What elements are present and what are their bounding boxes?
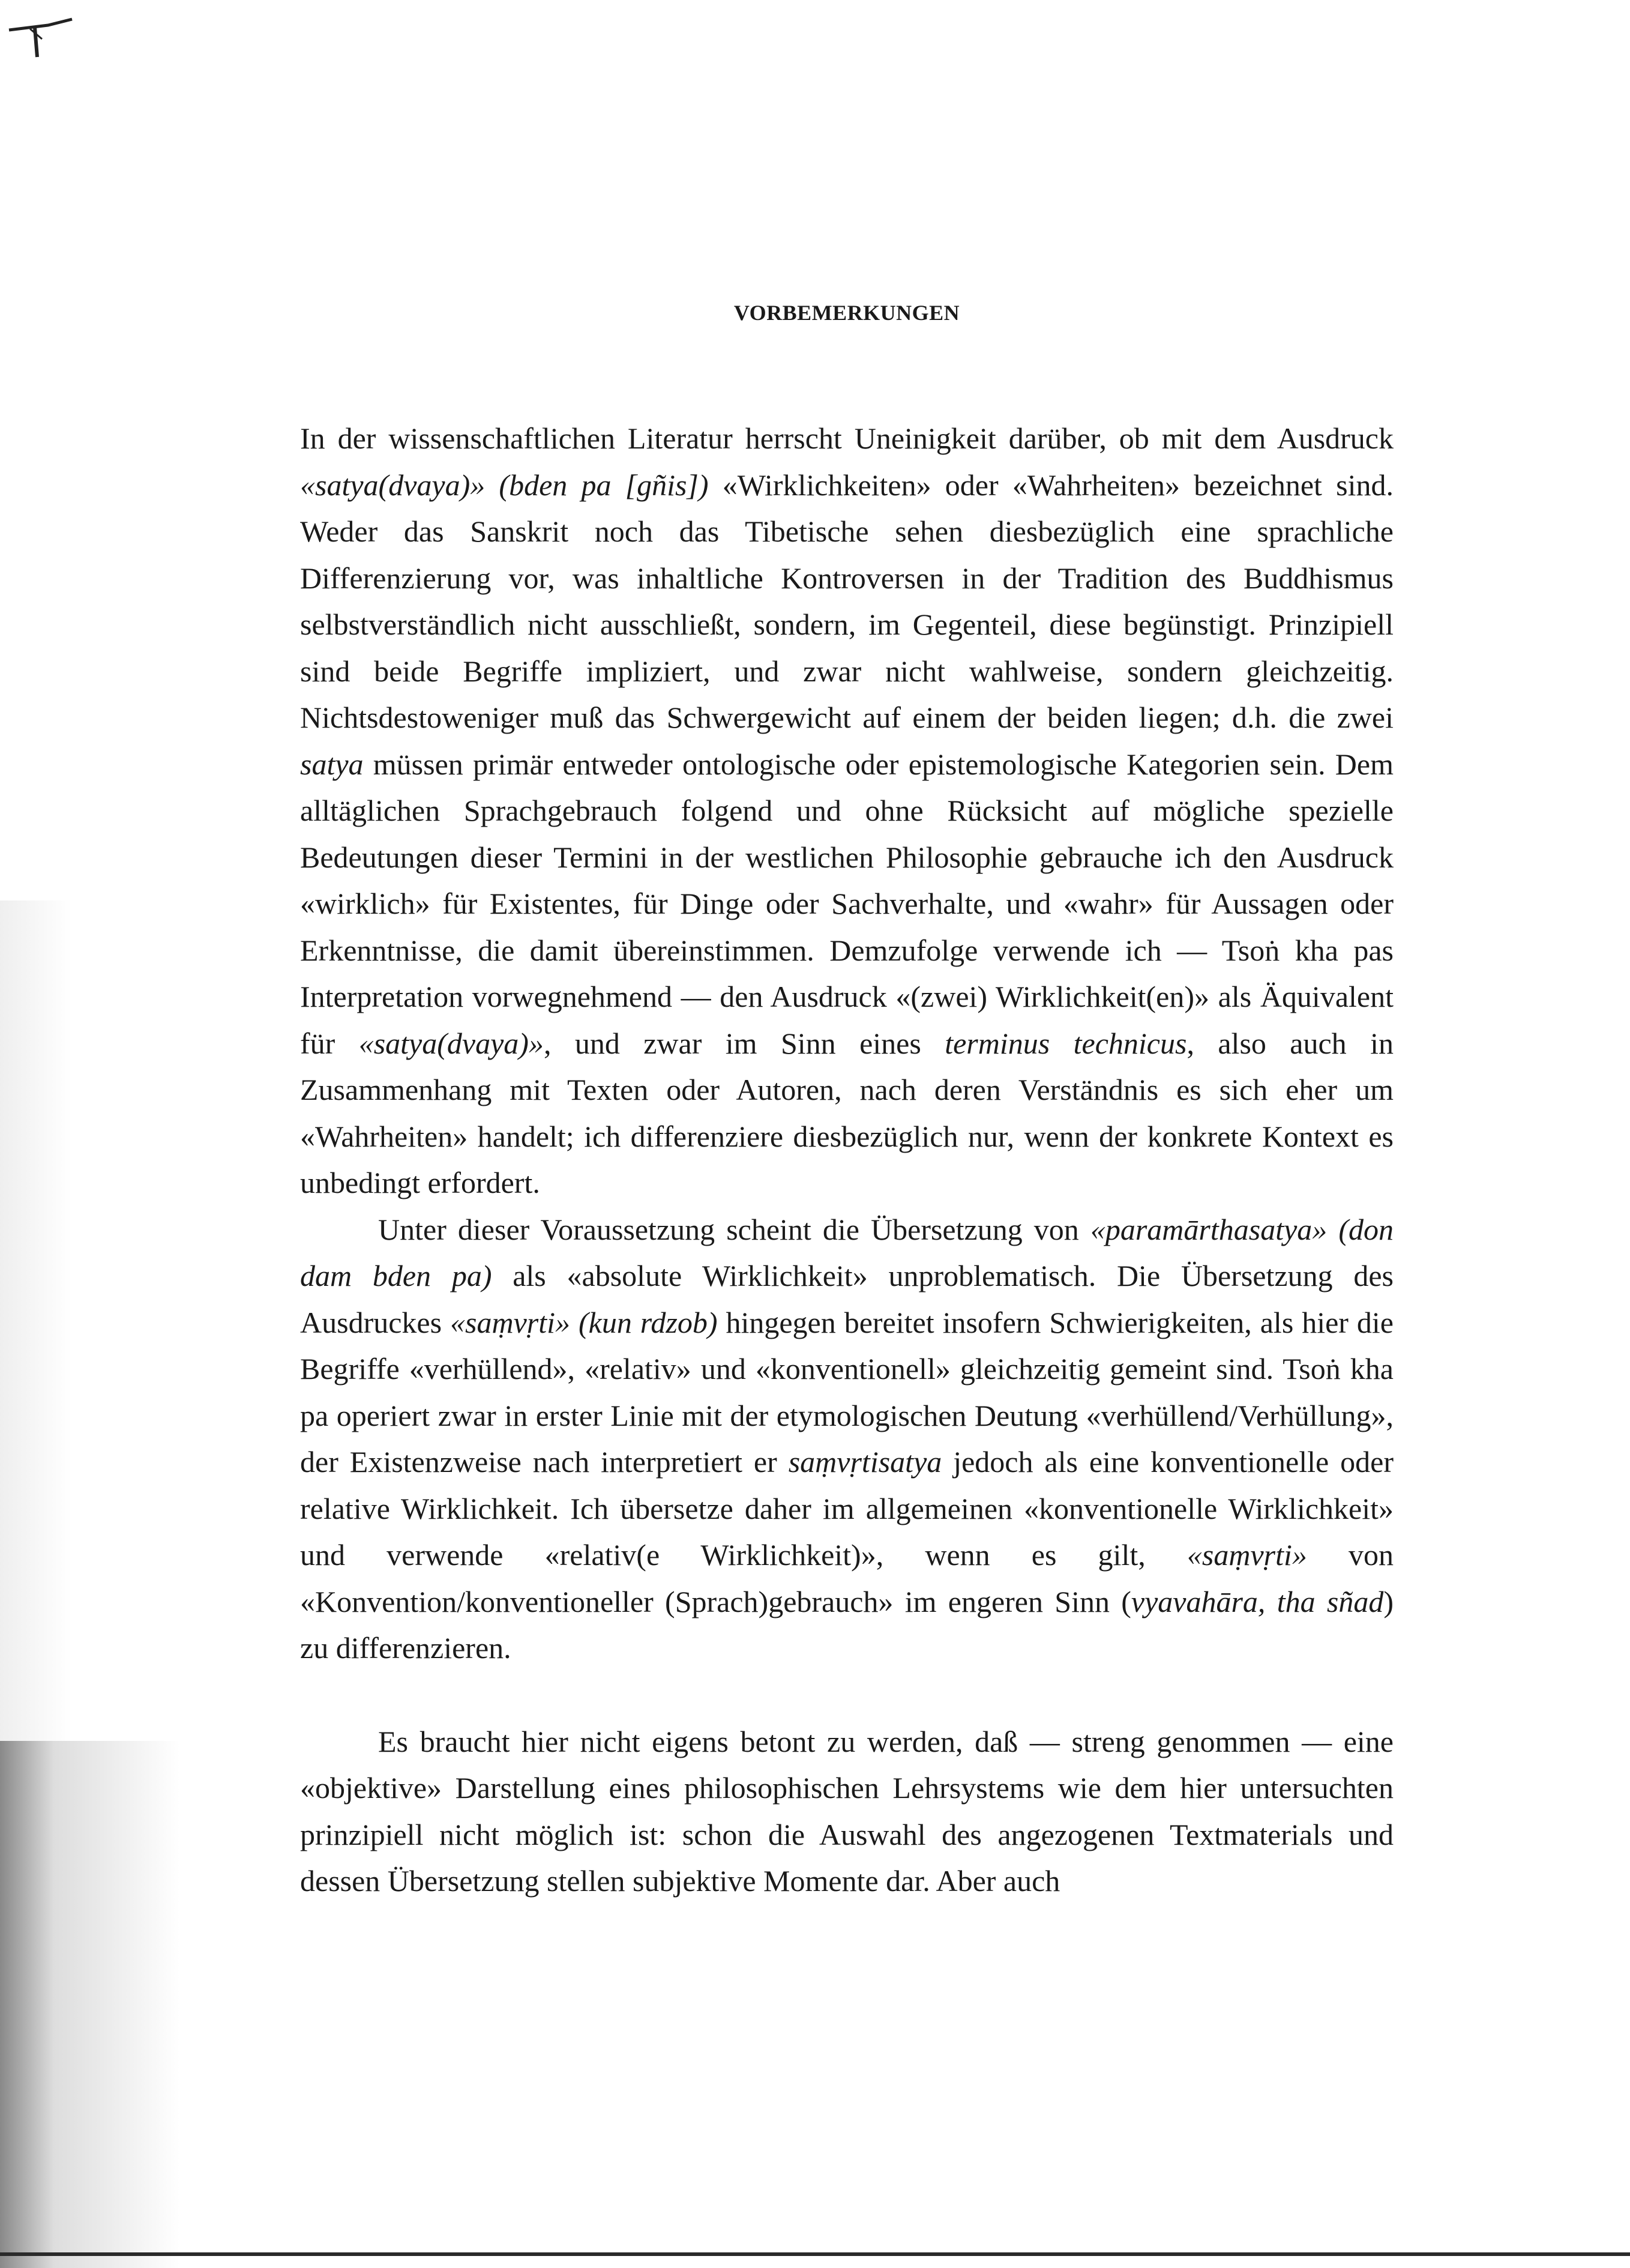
paragraph-2-segment-italic: «paramārthasatya» (don dam bden pa)	[300, 1212, 1394, 1292]
paragraph-1-segment-italic: satya	[300, 747, 364, 781]
paragraph-1-segment: müssen primär entweder ontologische oder epistemologische Kategorien sein. Dem alltäglichen Sprachgebrauch folgend und ohne Rücksicht auf mögliche spezielle Bedeutungen dieser Termini in der westlichen Philosophie gebrauche ich den Ausdruck «wirklich» für Existentes, für Dinge oder Sachverhalte, und «wahr» für Aussagen oder Erkenntnisse, die damit übereinstimmen. Demzufolge verwende ich — Tsoṅ kha pas Interpretation vorwegnehmend — den Ausdruck «(zwei) Wirklichkeit(en)» als Äquivalent für	[300, 747, 1394, 1060]
scan-edge-shade	[0, 900, 72, 1741]
paragraph-1-segment: , und zwar im Sinn eines	[543, 1026, 945, 1060]
scan-binding-shadow	[0, 1741, 180, 2268]
paragraph-1-segment-italic: terminus technicus	[945, 1026, 1187, 1060]
paragraph-2-segment: als «absolute Wirklichkeit» unproblematisch. Die Übersetzung des Ausdruckes	[300, 1259, 1394, 1339]
paragraph-2-segment: von «Konvention/konventioneller (Sprach)gebrauch» im engeren Sinn (	[300, 1538, 1394, 1618]
paragraph-2-segment: jedoch als eine konventionelle oder relative Wirklichkeit. Ich übersetze daher im allgemeinen «konventionelle Wirklichkeit» und verwende «relativ(e Wirklichkeit)», wenn es gilt,	[300, 1445, 1394, 1572]
paragraph-1	[300, 415, 1394, 1207]
page-heading: VORBEMERKUNGEN	[733, 301, 960, 325]
paragraph-2-segment: Unter dieser Voraussetzung scheint die Übersetzung von	[378, 1212, 1090, 1246]
paragraph-1-segment-italic: «satya(dvaya)»	[358, 1026, 544, 1060]
paragraph-3-segment: Es braucht hier nicht eigens betont zu werden, daß — streng genommen — eine «objektive» Darstellung eines philosophischen Lehrsystems wie dem hier untersuchten prinzipiell nicht möglich ist: schon die Auswahl des angezogenen Textmaterials und dessen Übersetzung stellen subjektive Momente dar. Aber auch	[300, 1724, 1394, 1898]
paragraph-2-segment-italic: «saṃvṛti»	[1186, 1538, 1307, 1572]
paragraph-2-segment: hingegen bereitet insofern Schwierigkeiten, als hier die Begriffe «verhüllend», «relativ» und «konventionell» gleichzeitig gemeint sind. Tsoṅ kha pa operiert zwar in erster Linie mit der etymologischen Deutung «verhüllend/Verhüllung», der Existenzweise nach interpretiert er	[300, 1305, 1394, 1479]
paragraph-1-segment: , also auch in Zusammenhang mit Texten oder Autoren, nach deren Verständnis es sich eher um «Wahrheiten» handelt; ich differenziere diesbezüglich nur, wenn der konkrete Kontext es unbedingt erfordert.	[300, 1026, 1394, 1199]
paragraph-2-segment-italic: saṃvṛtisatya	[788, 1445, 942, 1479]
paragraph-2-segment-italic: «saṃvṛti» (kun rdzob)	[450, 1305, 718, 1339]
scan-bottom-edge	[0, 2252, 1630, 2256]
document-page	[300, 300, 1394, 1905]
paragraph-1-segment: «Wirklichkeiten» oder «Wahrheiten» bezeichnet sind. Weder das Sanskrit noch das Tibetische sehen diesbezüglich eine sprachliche Differenzierung vor, was inhaltliche Kontroversen in der Tradition des Buddhismus selbstverständlich nicht ausschließt, sondern, im Gegenteil, diese begünstigt. Prinzipiell sind beide Begriffe impliziert, und zwar nicht wahlweise, sondern gleichzeitig. Nichtsdestoweniger muß das Schwergewicht auf einem der beiden liegen; d.h. die zwei	[300, 468, 1394, 734]
paragraph-1-segment-italic: «satya(dvaya)» (bden pa [gñis])	[300, 468, 709, 502]
paragraph-2	[300, 1207, 1394, 1672]
paragraph-1-segment: In der wissenschaftlichen Literatur herrscht Uneinigkeit darüber, ob mit dem Ausdruck	[300, 421, 1394, 455]
paragraph-3	[300, 1719, 1394, 1905]
paragraph-2-segment-italic: vyavahāra, tha sñad	[1131, 1584, 1384, 1618]
corner-crop-mark-icon	[6, 12, 78, 60]
paragraph-2-segment: ) zu differenzieren.	[300, 1584, 1394, 1665]
